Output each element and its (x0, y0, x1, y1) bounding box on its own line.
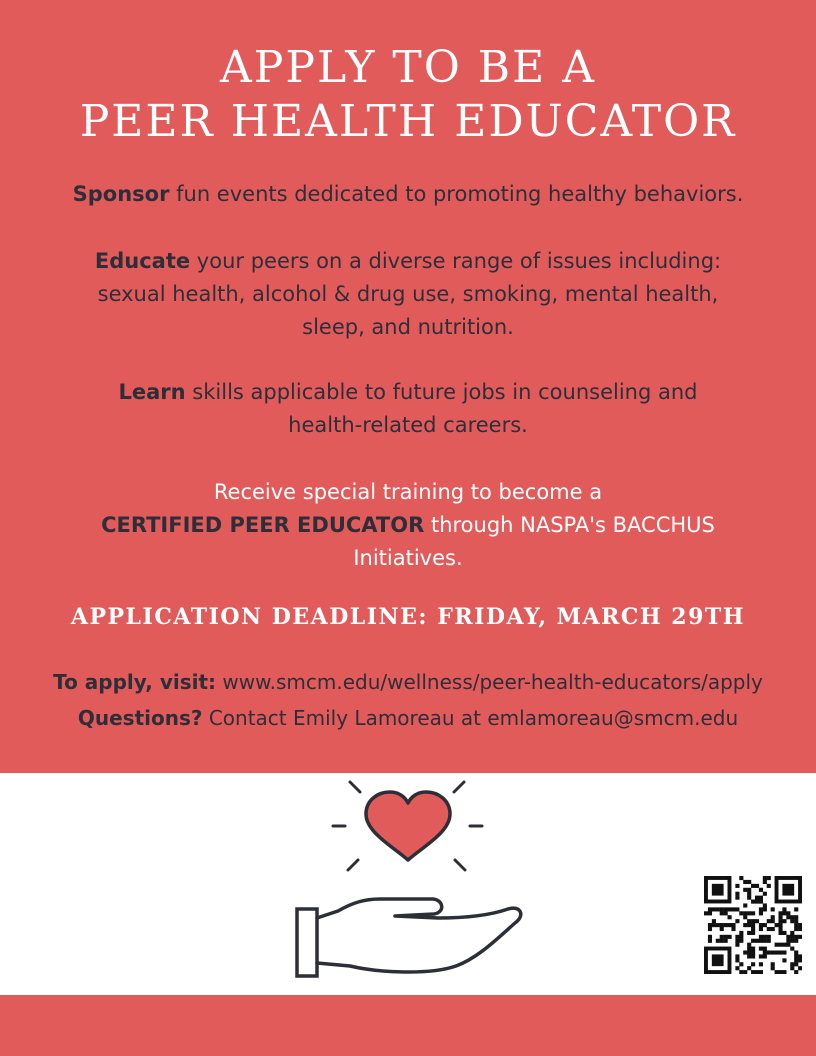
educate-text-1: your peers on a diverse range of issues including: (190, 249, 722, 273)
learn-bold: Learn (118, 380, 186, 404)
hand-holding-heart-icon (280, 773, 540, 995)
learn-paragraph (40, 376, 776, 442)
qr-code-icon[interactable] (704, 876, 802, 974)
title-line-1: APPLY TO BE A (219, 42, 597, 93)
receive-text-3: Initiatives. (353, 546, 463, 570)
apply-label: To apply, visit: (53, 670, 217, 694)
questions-label: Questions? (77, 706, 203, 730)
educate-bold: Educate (94, 249, 191, 273)
apply-url-link[interactable]: www.smcm.edu/wellness/peer-health-educators/apply (222, 670, 763, 694)
receive-text-1: Receive special training to become a (213, 480, 603, 504)
educate-text-3: sleep, and nutrition. (302, 315, 514, 339)
learn-text-2: health-related careers. (288, 413, 528, 437)
contact-text[interactable]: Contact Emily Lamoreau at emlamoreau@smcm.edu (208, 706, 739, 730)
sponsor-paragraph (40, 178, 776, 211)
title-line-2: PEER HEALTH EDUCATOR (79, 96, 737, 147)
educate-text-2: sexual health, alcohol & drug use, smoking, mental health, (97, 282, 719, 306)
ray-top-left (350, 782, 360, 792)
questions-line (20, 706, 796, 730)
footer-band (0, 995, 816, 1056)
receive-paragraph (40, 476, 776, 575)
ray-top-right (454, 782, 464, 792)
heart-icon (366, 792, 450, 860)
receive-text-2: through NASPA's BACCHUS (424, 513, 715, 537)
sponsor-text: fun events dedicated to promoting healthy behaviors. (169, 182, 744, 206)
sleeve-cuff (297, 909, 317, 976)
application-deadline: APPLICATION DEADLINE: FRIDAY, MARCH 29TH (70, 604, 746, 630)
ray-bottom-right (455, 860, 465, 870)
learn-text-1: skills applicable to future jobs in counseling and (185, 380, 698, 404)
hand-outline (317, 899, 521, 972)
certified-bold: CERTIFIED PEER EDUCATOR (101, 513, 425, 537)
ray-bottom-left (348, 860, 358, 870)
apply-line (20, 670, 796, 694)
sponsor-bold: Sponsor (72, 182, 170, 206)
educate-paragraph (40, 245, 776, 344)
